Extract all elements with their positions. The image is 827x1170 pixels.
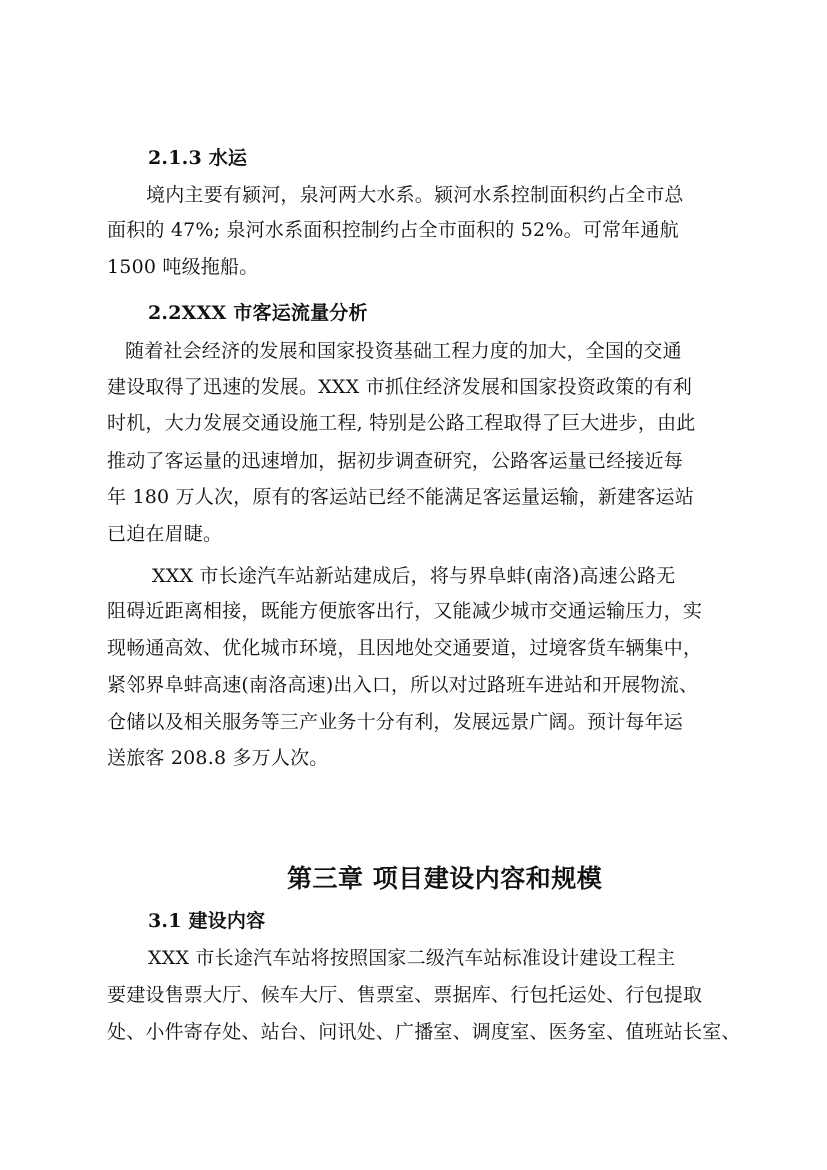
paragraph-line: 1500 吨级拖船。 [107, 256, 259, 278]
chapter-3-title: 第三章 项目建设内容和规模 [287, 864, 603, 893]
paragraph-line: 紧邻界阜蚌高速(南洛高速)出入口，所以对过路班车进站和开展物流、 [107, 674, 699, 696]
paragraph-line: 年 180 万人次，原有的客运站已经不能满足客运量运输，新建客运站 [107, 486, 694, 508]
paragraph-line: 面积的 47%; 泉河水系面积控制约占全市面积的 52%。可常年通航 [107, 219, 679, 241]
section-2-2-heading: 2.2XXX 市客运流量分析 [148, 302, 368, 324]
paragraph-line: 要建设售票大厅、候车大厅、售票室、票据库、行包托运处、行包提取 [107, 984, 703, 1006]
paragraph-line: 阻碍近距离相接，既能方便旅客出行，又能减少城市交通运输压力，实 [107, 600, 703, 622]
paragraph-line: 现畅通高效、优化城市环境，且因地处交通要道，过境客货车辆集中， [107, 637, 703, 659]
section-2-1-3-heading: 2.1.3 水运 [148, 147, 248, 169]
paragraph-line: 推动了客运量的迅速增加，据初步调查研究，公路客运量已经接近每 [107, 450, 684, 472]
paragraph-line: 处、小件寄存处、站台、问讯处、广播室、调度室、医务室、值班站长室、 [107, 1021, 741, 1043]
paragraph-line: 时机，大力发展交通设施工程, 特别是公路工程取得了巨大进步，由此 [107, 412, 696, 434]
paragraph-line: XXX 市长途汽车站新站建成后，将与界阜蚌(南洛)高速公路无 [152, 565, 676, 587]
paragraph-line: XXX 市长途汽车站将按照国家二级汽车站标准设计建设工程主 [148, 947, 676, 969]
paragraph-line: 建设取得了迅速的发展。XXX 市抓住经济发展和国家投资政策的有利 [107, 376, 693, 398]
paragraph-line: 随着社会经济的发展和国家投资基础工程力度的加大，全国的交通 [125, 340, 682, 362]
paragraph-line: 送旅客 208.8 多万人次。 [107, 747, 329, 769]
paragraph-line: 仓储以及相关服务等三产业务十分有利，发展远景广阔。预计每年运 [107, 711, 684, 733]
section-3-1-heading: 3.1 建设内容 [148, 910, 266, 932]
paragraph-line: 境内主要有颍河，泉河两大水系。颍河水系控制面积约占全市总 [146, 184, 684, 206]
paragraph-line: 已迫在眉睫。 [107, 523, 223, 545]
